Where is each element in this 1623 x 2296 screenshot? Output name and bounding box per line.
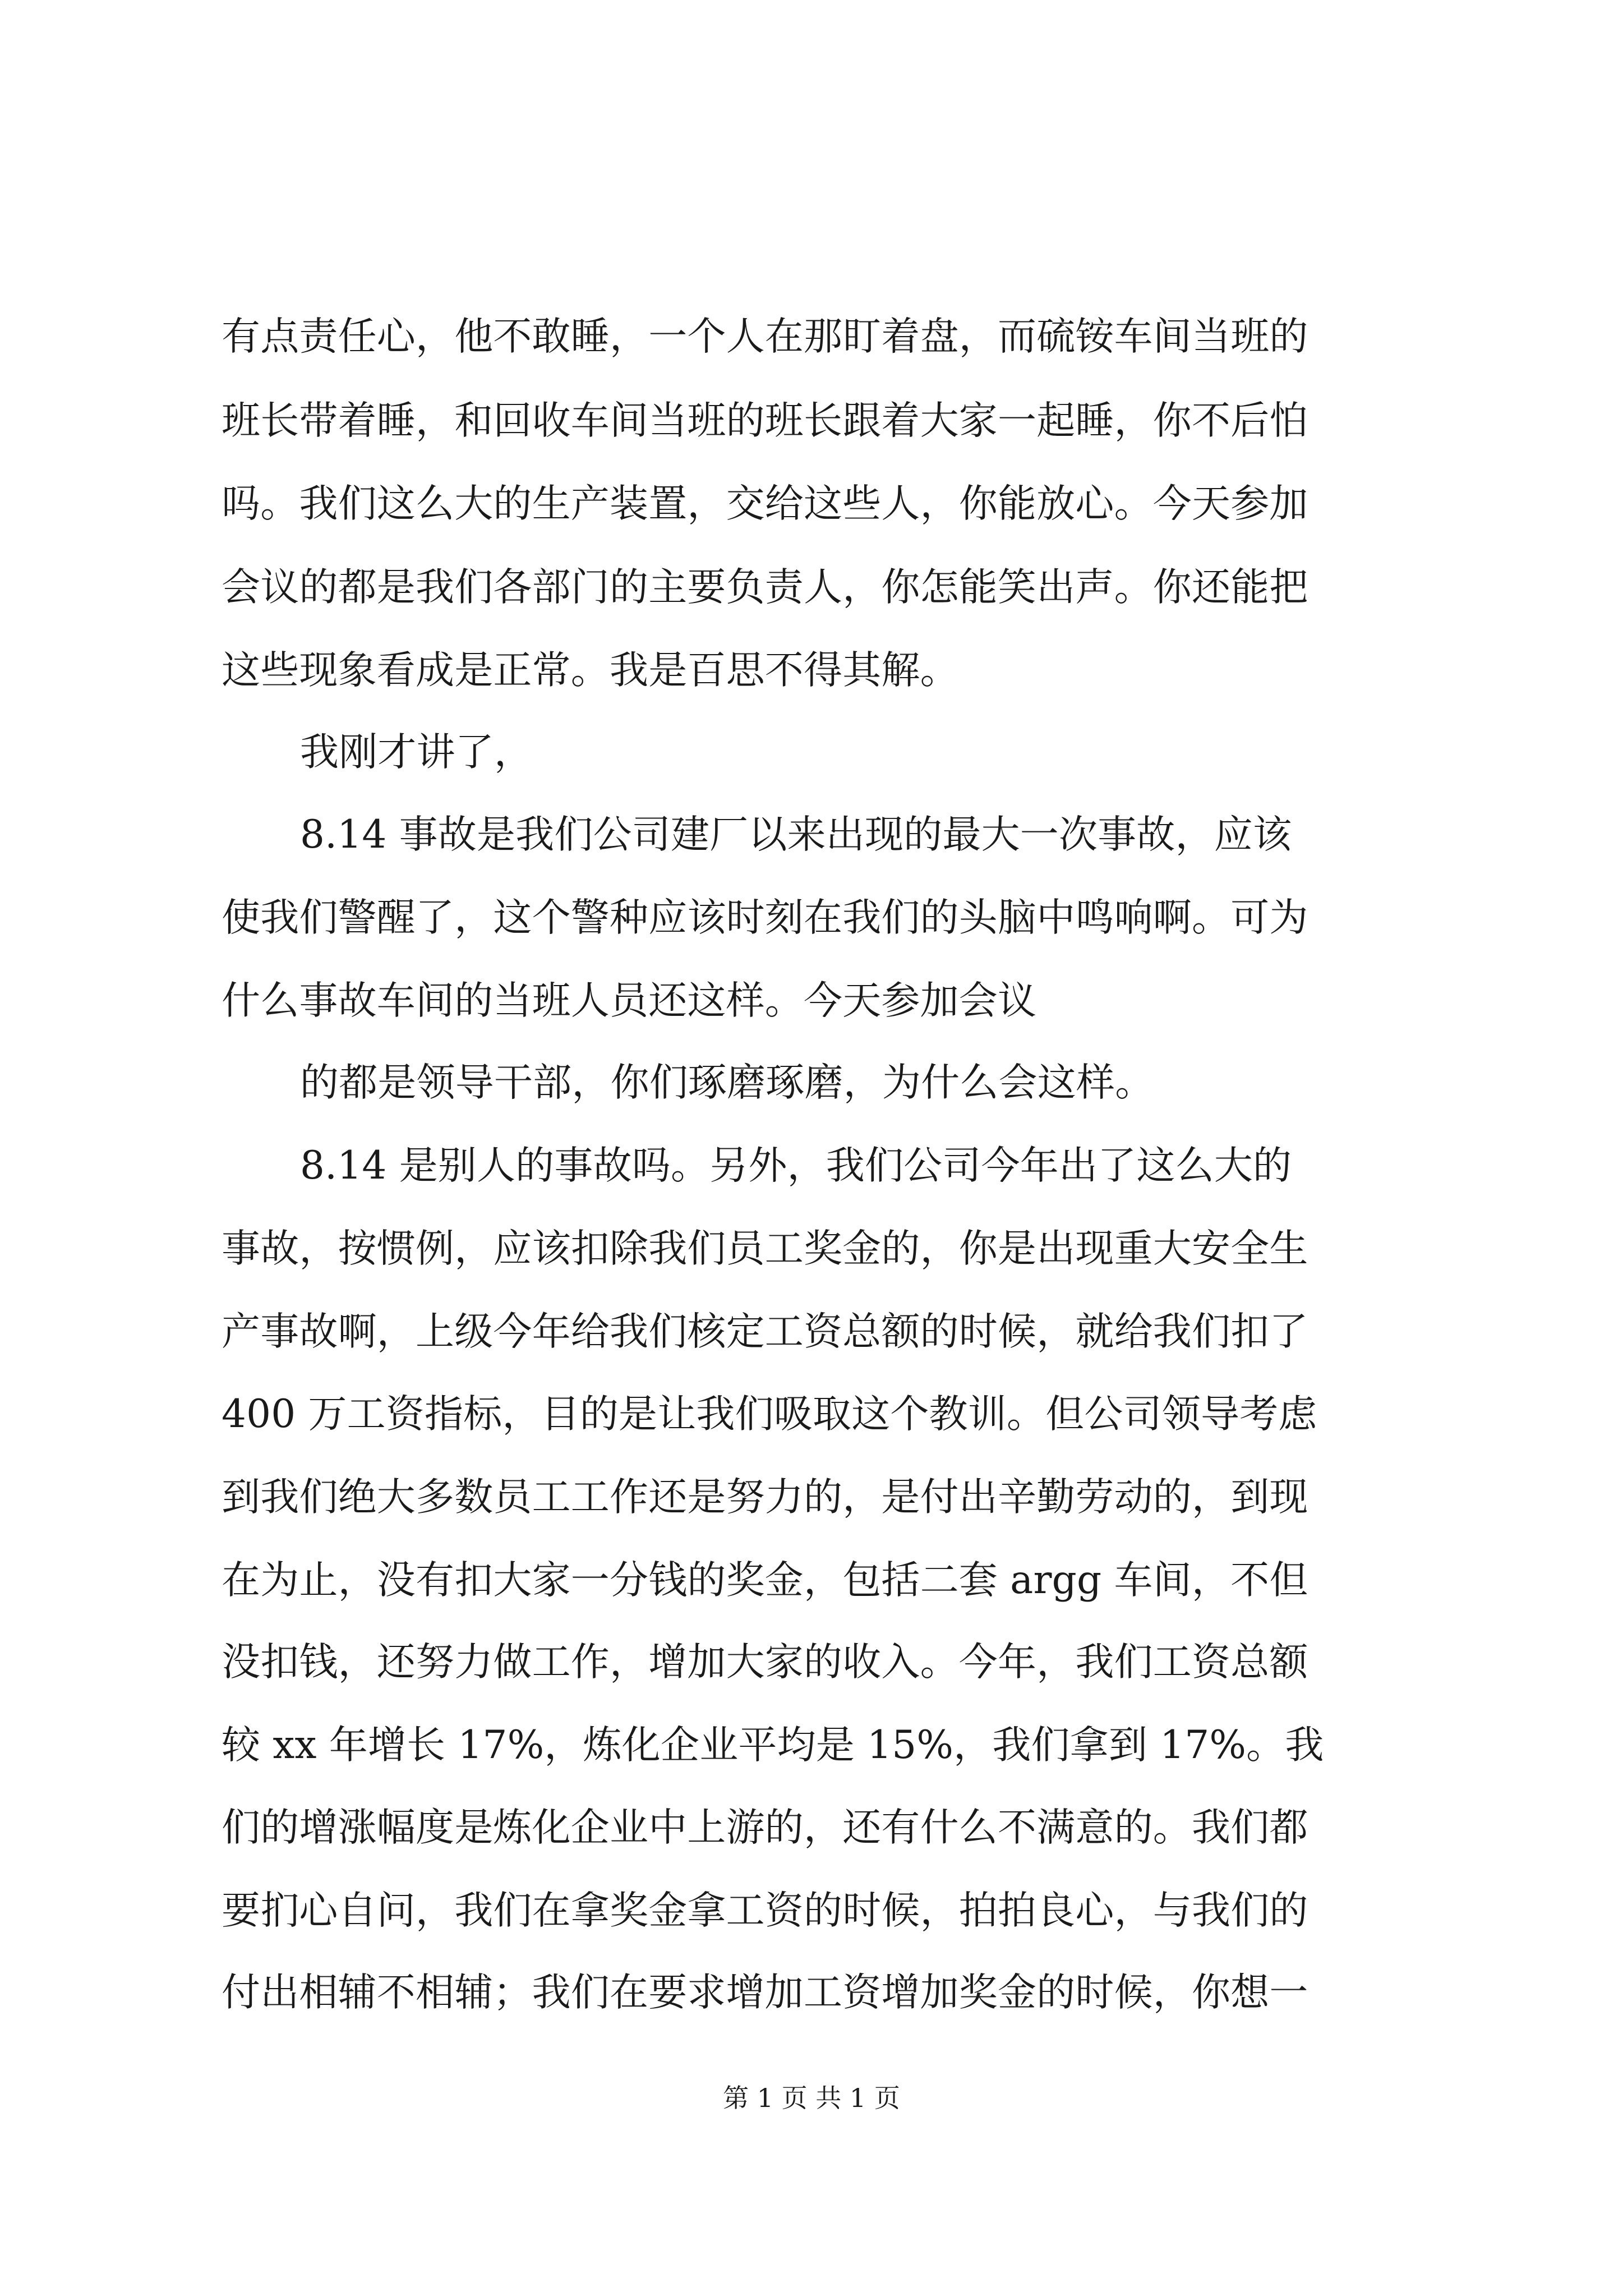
text-line: 们的增涨幅度是炼化企业中上游的，还有什么不满意的。我们都 bbox=[222, 1805, 1308, 1850]
text-line: 使我们警醒了，这个警种应该时刻在我们的头脑中鸣响啊。可为 bbox=[222, 895, 1308, 940]
text-line: 什么事故车间的当班人员还这样。今天参加会议 bbox=[222, 978, 1037, 1023]
text-line: 这些现象看成是正常。我是百思不得其解。 bbox=[222, 648, 959, 693]
text-line: 付出相辅不相辅；我们在要求增加工资增加奖金的时候，你想一 bbox=[222, 1970, 1308, 2015]
text-line: 有点责任心，他不敢睡，一个人在那盯着盘，而硫铵车间当班的 bbox=[222, 314, 1308, 359]
page-footer: 第 1 页 共 1 页 bbox=[723, 2083, 900, 2113]
text-line: 较 xx 年增长 17%，炼化企业平均是 15%，我们拿到 17%。我 bbox=[222, 1723, 1324, 1768]
text-line: 没扣钱，还努力做工作，增加大家的收入。今年，我们工资总额 bbox=[222, 1640, 1308, 1685]
text-line: 8.14 是别人的事故吗。另外，我们公司今年出了这么大的 bbox=[300, 1143, 1292, 1188]
text-line: 会议的都是我们各部门的主要负责人，你怎能笑出声。你还能把 bbox=[222, 565, 1308, 610]
text-line: 产事故啊，上级今年给我们核定工资总额的时候，就给我们扣了 bbox=[222, 1309, 1308, 1354]
text-line: 事故，按惯例，应该扣除我们员工奖金的，你是出现重大安全生 bbox=[222, 1226, 1308, 1271]
text-line: 在为止，没有扣大家一分钱的奖金，包括二套 argg 车间，不但 bbox=[222, 1558, 1308, 1603]
text-line: 我刚才讲了， bbox=[300, 730, 533, 775]
text-line: 班长带着睡，和回收车间当班的班长跟着大家一起睡，你不后怕 bbox=[222, 398, 1308, 443]
text-line: 到我们绝大多数员工工作还是努力的，是付出辛勤劳动的，到现 bbox=[222, 1475, 1308, 1520]
text-line: 400 万工资指标，目的是让我们吸取这个教训。但公司领导考虑 bbox=[222, 1392, 1317, 1437]
text-line: 8.14 事故是我们公司建厂以来出现的最大一次事故，应该 bbox=[300, 812, 1292, 857]
text-line: 吗。我们这么大的生产装置，交给这些人，你能放心。今天参加 bbox=[222, 481, 1308, 526]
text-line: 的都是领导干部，你们琢磨琢磨，为什么会这样。 bbox=[300, 1060, 1154, 1105]
text-line: 要扪心自问，我们在拿奖金拿工资的时候，拍拍良心，与我们的 bbox=[222, 1888, 1308, 1933]
